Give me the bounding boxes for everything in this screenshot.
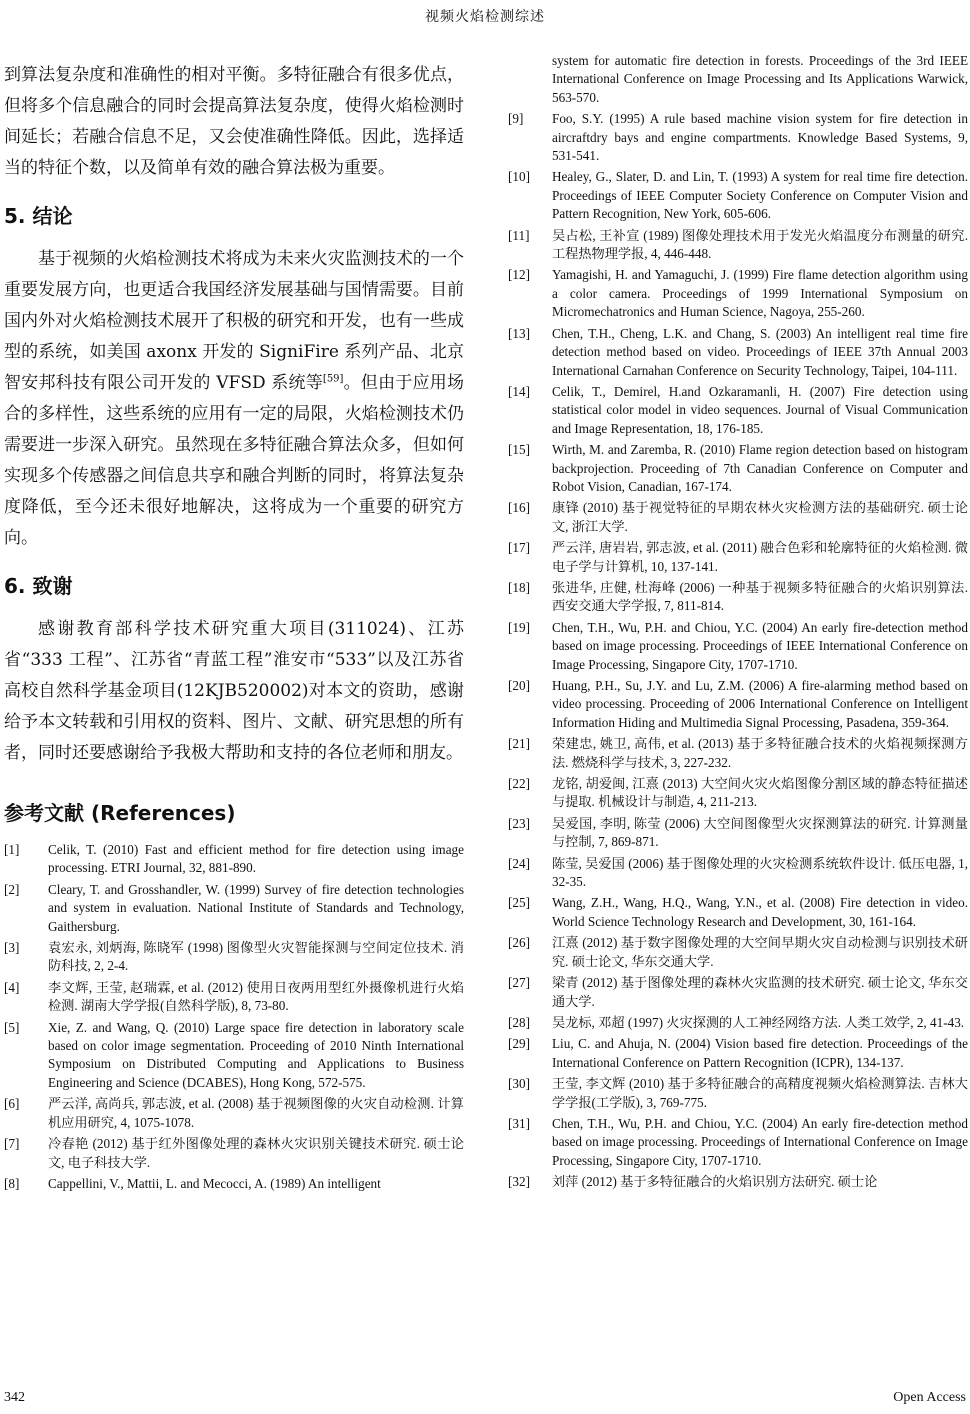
reference-item bbox=[508, 110, 968, 165]
reference-text: 陈莹, 吴爱国 (2006) 基于图像处理的火灾检测系统软件设计. 低压电器, 1, 32-35. bbox=[552, 855, 968, 890]
reference-text: 吴爱国, 李明, 陈莹 (2006) 大空间图像型火灾探测算法的研究. 计算测量与控制, 7, 869-871. bbox=[552, 815, 968, 850]
reference-text: Chen, T.H., Cheng, L.K. and Chang, S. (2003) An intelligent real time fire detection method based on video. Proceedings of IEEE 37th Annual 2003 International Carnahan Conference on Security Technology, Taipei, 104-111. bbox=[552, 325, 968, 378]
reference-text: 严云洋, 唐岩岩, 郭志波, et al. (2011) 融合色彩和轮廓特征的火焰检测. 微电子学与计算机, 10, 137-141. bbox=[552, 540, 968, 574]
reference-text: Celik, T., Demirel, H.and Ozkaramanli, H. (2007) Fire detection using statistical color model in video sequences. Journal of Visual Communication and Image Representation, 18, 176-185. bbox=[552, 383, 968, 436]
reference-item bbox=[508, 934, 968, 971]
reference-number: [26] bbox=[508, 935, 530, 951]
reference-text: Wang, Z.H., Wang, H.Q., Wang, Y.N., et al. (2008) Fire detection in video. World Science Technology Research and Development, 30, 161-164. bbox=[552, 895, 968, 929]
reference-number: [7] bbox=[4, 1136, 20, 1152]
reference-item bbox=[4, 939, 464, 976]
reference-text: Cappellini, V., Mattii, L. and Mecocci, A. (1989) An intelligent bbox=[48, 1175, 381, 1191]
reference-item bbox=[508, 894, 968, 931]
reference-number: [15] bbox=[508, 442, 530, 458]
reference-text: 龙铭, 胡爱闽, 江熹 (2013) 大空间火灾火焰图像分割区域的静态特征描述与提取. 机械设计与制造, 4, 211-213. bbox=[552, 776, 968, 810]
reference-item bbox=[508, 815, 968, 852]
section-5-heading: 5. 结论 bbox=[4, 204, 73, 228]
reference-number: [32] bbox=[508, 1174, 530, 1190]
citation-59: [59] bbox=[322, 373, 344, 385]
reference-number: [17] bbox=[508, 540, 530, 556]
reference-number: [8] bbox=[4, 1175, 20, 1191]
reference-number: [1] bbox=[4, 842, 20, 857]
reference-number: [3] bbox=[4, 940, 20, 956]
reference-number: [19] bbox=[508, 619, 530, 635]
reference-number: [2] bbox=[4, 881, 20, 897]
reference-text: Chen, T.H., Wu, P.H. and Chiou, Y.C. (2004) An early fire-detection method based on image processing. Proceedings of International Conference on Image Processing, Singapore City, 1707-1710. bbox=[552, 1115, 968, 1168]
reference-text: Liu, C. and Ahuja, N. (2004) Vision based fire detection. Proceedings of the International Conference on Pattern Recognition (ICPR), 134-137. bbox=[552, 1036, 968, 1070]
page-number: 342 bbox=[4, 1390, 25, 1405]
reference-item bbox=[508, 1075, 968, 1112]
reference-item bbox=[508, 855, 968, 892]
running-header: 视频火焰检测综述 bbox=[425, 9, 545, 25]
reference-item bbox=[508, 974, 968, 1011]
reference-text: Healey, G., Slater, D. and Lin, T. (1993) A system for real time fire detection. Proceedings of IEEE Computer Society Conference on Computer Vision and Pattern Recognition, New York, 605-606. bbox=[552, 169, 968, 222]
section-5-text-a: 基于视频的火焰检测技术将成为未来火灾监测技术的一个重要发展方向，也更适合我国经济发展基础与国情需要。目前国内外对火焰检测技术展开了积极的研究和开发，也有一些成型的系统，如美国 axonx 开发的 SigniFire 系列产品、北京智安邦科技有限公司开发的 VFSD 系统等 bbox=[4, 249, 464, 393]
reference-item bbox=[508, 1035, 968, 1072]
reference-item bbox=[4, 1019, 464, 1093]
reference-text: system for automatic fire detection in forests. Proceedings of the 3rd IEEE International Conference on Image Processing and Its Applications Warwick, 563-570. bbox=[552, 53, 968, 105]
reference-number: [20] bbox=[508, 678, 530, 693]
reference-number: [6] bbox=[4, 1096, 20, 1112]
reference-8-continuation bbox=[508, 52, 968, 107]
reference-text: Cleary, T. and Grosshandler, W. (1999) Survey of fire detection technologies and system in evaluation. National Institute of Standards and Technology, Gaithersburg. bbox=[48, 881, 464, 934]
reference-item bbox=[4, 841, 464, 878]
references-heading: 参考文献 (References) bbox=[4, 801, 236, 825]
reference-text: 冷春艳 (2012) 基于红外图像处理的森林火灾识别关键技术研究. 硕士论文, 电子科技大学. bbox=[48, 1136, 464, 1170]
reference-item bbox=[4, 979, 464, 1016]
reference-number: [29] bbox=[508, 1036, 530, 1052]
reference-text: Yamagishi, H. and Yamaguchi, J. (1999) Fire flame detection algorithm using a color camera. Proceedings of 1999 International Symposium on Micromechatronics and Human Science, Nagoya, 255-260. bbox=[552, 267, 968, 320]
reference-item bbox=[508, 1014, 968, 1032]
reference-item bbox=[4, 1095, 464, 1132]
reference-text: Foo, S.Y. (1995) A rule based machine vision system for fire detection in aircraftdry bays and engine compartments. Knowledge Based Systems, 9, 531-541. bbox=[552, 111, 968, 164]
reference-number: [23] bbox=[508, 815, 530, 831]
reference-item bbox=[508, 775, 968, 812]
reference-number: [16] bbox=[508, 500, 530, 516]
reference-item bbox=[508, 619, 968, 674]
reference-item bbox=[508, 579, 968, 616]
reference-item bbox=[508, 266, 968, 321]
reference-item bbox=[4, 1135, 464, 1172]
reference-number: [14] bbox=[508, 383, 530, 399]
reference-number: [31] bbox=[508, 1115, 530, 1131]
reference-item bbox=[508, 325, 968, 380]
section-5-text-b: 。但由于应用场合的多样性，这些系统的应用有一定的局限，火焰检测技术仍需要进一步深入研究。虽然现在多特征融合算法众多，但如何实现多个传感器之间信息共享和融合判断的同时，将算法复杂度降低，至今还未很好地解决，这将成为一个重要的研究方向。 bbox=[4, 373, 465, 548]
reference-text: 刘萍 (2012) 基于多特征融合的火焰识别方法研究. 硕士论 bbox=[552, 1174, 878, 1190]
reference-number: [27] bbox=[508, 975, 530, 991]
reference-item bbox=[508, 677, 968, 732]
reference-text: 江熹 (2012) 基于数字图像处理的大空间早期火灾自动检测与识别技术研究. 硕士论文, 华东交通大学. bbox=[552, 935, 968, 969]
reference-number: [4] bbox=[4, 979, 20, 995]
reference-item bbox=[4, 881, 464, 936]
reference-number: [24] bbox=[508, 855, 530, 871]
reference-item bbox=[508, 227, 968, 264]
reference-text: 严云洋, 高尚兵, 郭志波, et al. (2008) 基于视频图像的火灾自动检测. 计算机应用研究, 4, 1075-1078. bbox=[48, 1096, 464, 1130]
reference-item bbox=[508, 735, 968, 772]
section-5-paragraph bbox=[4, 244, 464, 554]
reference-item bbox=[508, 539, 968, 576]
reference-number: [11] bbox=[508, 227, 530, 243]
reference-number: [9] bbox=[508, 111, 524, 127]
reference-number: [25] bbox=[508, 895, 530, 911]
right-column bbox=[508, 52, 968, 1195]
reference-text: Wirth, M. and Zaremba, R. (2010) Flame region detection based on histogram backprojection. Proceeding of 7th Canadian Conference on Computer and Robot Vision, Canadian, 167-174. bbox=[552, 442, 968, 494]
reference-number: [21] bbox=[508, 736, 530, 752]
reference-number: [12] bbox=[508, 267, 530, 283]
reference-number: [5] bbox=[4, 1019, 20, 1035]
acknowledgement-paragraph: 感谢教育部科学技术研究重大项目(311024)、江苏省“333 工程”、江苏省“青蓝工程”淮安市“533”以及江苏省高校自然科学基金项目(12KJB520002)对本文的资助，感谢给予本文转载和引用权的资料、图片、文献、研究思想的所有者，同时还要感谢给予我极大帮助和支持的各位老师和朋友。 bbox=[4, 619, 464, 763]
reference-text: 吴占松, 王补宣 (1989) 图像处理技术用于发光火焰温度分布测量的研究. 工程热物理学报, 4, 446-448. bbox=[552, 227, 968, 262]
reference-item bbox=[508, 441, 968, 496]
reference-number: [18] bbox=[508, 579, 530, 595]
reference-item bbox=[508, 499, 968, 536]
intro-paragraph: 到算法复杂度和准确性的相对平衡。多特征融合有很多优点，但将多个信息融合的同时会提高算法复杂度，使得火焰检测时间延长；若融合信息不足，又会使准确性降低。因此，选择适当的特征个数，以及简单有效的融合算法极为重要。 bbox=[4, 65, 464, 178]
left-column bbox=[4, 60, 464, 1196]
reference-text: 王莹, 李文辉 (2010) 基于多特征融合的高精度视频火焰检测算法. 吉林大学学报(工学版), 3, 769-775. bbox=[552, 1076, 968, 1110]
reference-number: [10] bbox=[508, 169, 530, 185]
reference-text: 张进华, 庄健, 杜海峰 (2006) 一种基于视频多特征融合的火焰识别算法. 西安交通大学学报, 7, 811-814. bbox=[552, 579, 968, 614]
reference-item bbox=[508, 1115, 968, 1170]
reference-text: 吴龙标, 邓超 (1997) 火灾探测的人工神经网络方法. 人类工效学, 2, 41-43. bbox=[552, 1014, 965, 1030]
reference-number: [22] bbox=[508, 776, 530, 792]
reference-text: 荣建忠, 姚卫, 高伟, et al. (2013) 基于多特征融合技术的火焰视频探测方法. 燃烧科学与技术, 3, 227-232. bbox=[552, 736, 968, 770]
reference-text: 袁宏永, 刘炳海, 陈晓军 (1998) 图像型火灾智能探测与空间定位技术. 消防科技, 2, 2-4. bbox=[48, 940, 464, 974]
reference-number: [28] bbox=[508, 1014, 530, 1030]
reference-item bbox=[508, 383, 968, 438]
reference-item bbox=[508, 168, 968, 223]
reference-text: Xie, Z. and Wang, Q. (2010) Large space fire detection in laboratory scale based on color image segmentation. Proceeding of 2010 Ninth International Symposium on Distributed Computing and Applications to Business Engineering and Science (DCABES), Hong Kong, 572-575. bbox=[48, 1019, 464, 1090]
reference-text: Chen, T.H., Wu, P.H. and Chiou, Y.C. (2004) An early fire-detection method based on image processing. Proceedings of IEEE International Conference on Image Processing, Singapore City, 1707-1710. bbox=[552, 619, 968, 672]
references-list-left bbox=[4, 841, 464, 1193]
reference-item bbox=[508, 1173, 968, 1191]
reference-item bbox=[4, 1175, 464, 1193]
reference-text: Celik, T. (2010) Fast and efficient method for fire detection using image processing. ETRI Journal, 32, 881-890. bbox=[48, 842, 464, 876]
reference-text: 梁青 (2012) 基于图像处理的森林火灾监测的技术研究. 硕士论文, 华东交通大学. bbox=[552, 975, 968, 1009]
reference-number: [13] bbox=[508, 325, 530, 341]
reference-text: 李文辉, 王莹, 赵瑞霖, et al. (2012) 使用日夜两用型红外摄像机进行火焰检测. 湖南大学学报(自然科学版), 8, 73-80. bbox=[48, 979, 464, 1014]
open-access-label: Open Access bbox=[893, 1390, 966, 1405]
reference-text: Huang, P.H., Su, J.Y. and Lu, Z.M. (2006) A fire-alarming method based on video processing. Proceeding of 2006 International Conference on Intelligent Information Hiding and Multimedia Signal Processing, Pasadena, 359-364. bbox=[552, 678, 968, 730]
reference-text: 康锋 (2010) 基于视觉特征的早期农林火灾检测方法的基础研究. 硕士论文, 浙江大学. bbox=[552, 500, 968, 534]
section-6-heading: 6. 致谢 bbox=[4, 574, 73, 598]
reference-number: [30] bbox=[508, 1076, 530, 1092]
references-list-right bbox=[508, 110, 968, 1191]
